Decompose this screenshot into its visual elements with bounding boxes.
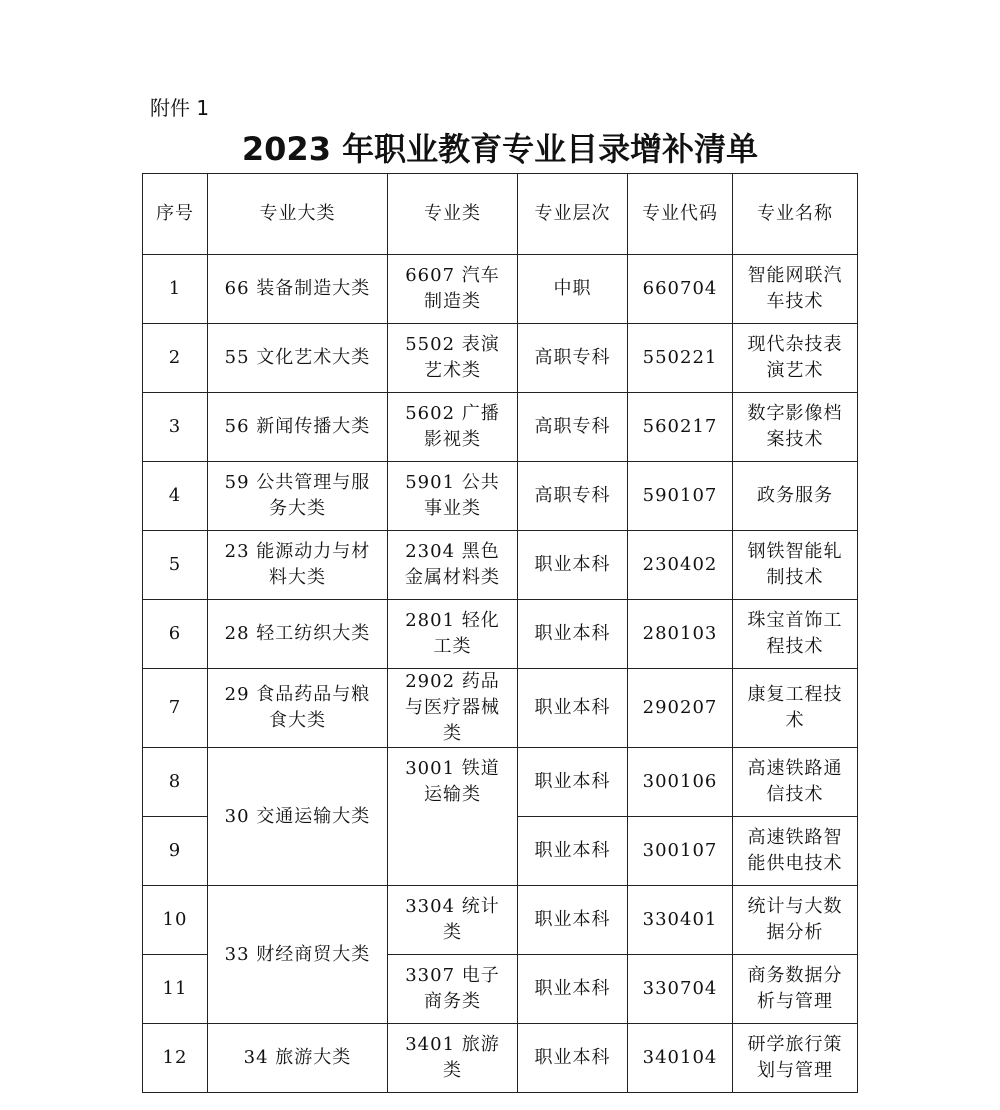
table-row (143, 600, 858, 669)
row-number: 11 (143, 955, 208, 1024)
table-row (143, 531, 858, 600)
header-cell: 序号 (143, 174, 208, 255)
major-name: 智能网联汽车技术 (733, 255, 858, 324)
major-table (142, 173, 858, 1093)
major-category: 55 文化艺术大类 (208, 324, 388, 393)
major-category: 29 食品药品与粮食大类 (208, 669, 388, 748)
major-name: 商务数据分析与管理 (733, 955, 858, 1024)
major-code: 330401 (628, 886, 733, 955)
major-name: 数字影像档案技术 (733, 393, 858, 462)
major-code: 230402 (628, 531, 733, 600)
table-row (143, 324, 858, 393)
major-class: 6607 汽车制造类 (388, 255, 518, 324)
header-cell: 专业类 (388, 174, 518, 255)
major-class: 3304 统计类 (388, 886, 518, 955)
major-code: 590107 (628, 462, 733, 531)
major-name: 统计与大数据分析 (733, 886, 858, 955)
major-code: 300107 (628, 817, 733, 886)
table-row (143, 748, 858, 817)
major-category: 56 新闻传播大类 (208, 393, 388, 462)
major-code: 330704 (628, 955, 733, 1024)
major-class: 5502 表演艺术类 (388, 324, 518, 393)
major-class: 3001 铁道运输类 (388, 748, 518, 886)
major-code: 660704 (628, 255, 733, 324)
major-code: 290207 (628, 669, 733, 748)
header-cell: 专业名称 (733, 174, 858, 255)
attachment-label: 附件 1 (150, 96, 210, 120)
major-class: 5901 公共事业类 (388, 462, 518, 531)
major-class: 5602 广播影视类 (388, 393, 518, 462)
header-row (143, 174, 858, 255)
table-row (143, 393, 858, 462)
row-number: 8 (143, 748, 208, 817)
major-level: 职业本科 (518, 886, 628, 955)
table-row (143, 255, 858, 324)
major-code: 280103 (628, 600, 733, 669)
major-category: 28 轻工纺织大类 (208, 600, 388, 669)
major-name: 政务服务 (733, 462, 858, 531)
row-number: 5 (143, 531, 208, 600)
major-name: 现代杂技表演艺术 (733, 324, 858, 393)
major-class: 3401 旅游类 (388, 1024, 518, 1093)
major-name: 高速铁路通信技术 (733, 748, 858, 817)
table-row (143, 1024, 858, 1093)
major-level: 高职专科 (518, 462, 628, 531)
major-name: 珠宝首饰工程技术 (733, 600, 858, 669)
major-category: 23 能源动力与材料大类 (208, 531, 388, 600)
major-level: 高职专科 (518, 324, 628, 393)
table-row (143, 462, 858, 531)
row-number: 12 (143, 1024, 208, 1093)
page-title: 2023 年职业教育专业目录增补清单 (241, 130, 759, 168)
major-code: 560217 (628, 393, 733, 462)
row-number: 4 (143, 462, 208, 531)
major-level: 职业本科 (518, 600, 628, 669)
major-category: 34 旅游大类 (208, 1024, 388, 1093)
row-number: 3 (143, 393, 208, 462)
major-category: 30 交通运输大类 (208, 748, 388, 886)
major-code: 550221 (628, 324, 733, 393)
major-level: 高职专科 (518, 393, 628, 462)
row-number: 1 (143, 255, 208, 324)
major-class: 2304 黑色金属材料类 (388, 531, 518, 600)
major-level: 职业本科 (518, 669, 628, 748)
row-number: 9 (143, 817, 208, 886)
major-level: 职业本科 (518, 748, 628, 817)
major-level: 职业本科 (518, 531, 628, 600)
row-number: 10 (143, 886, 208, 955)
major-name: 高速铁路智能供电技术 (733, 817, 858, 886)
major-level: 职业本科 (518, 1024, 628, 1093)
major-level: 职业本科 (518, 955, 628, 1024)
major-level: 职业本科 (518, 817, 628, 886)
major-category: 33 财经商贸大类 (208, 886, 388, 1024)
major-name: 研学旅行策划与管理 (733, 1024, 858, 1093)
major-level: 中职 (518, 255, 628, 324)
row-number: 2 (143, 324, 208, 393)
table-row (143, 886, 858, 955)
major-class: 2801 轻化工类 (388, 600, 518, 669)
major-name: 钢铁智能轧制技术 (733, 531, 858, 600)
major-class: 2902 药品与医疗器械类 (388, 669, 518, 748)
table-row (143, 669, 858, 748)
row-number: 7 (143, 669, 208, 748)
major-name: 康复工程技术 (733, 669, 858, 748)
header-cell: 专业层次 (518, 174, 628, 255)
major-code: 340104 (628, 1024, 733, 1093)
major-category: 66 装备制造大类 (208, 255, 388, 324)
major-class: 3307 电子商务类 (388, 955, 518, 1024)
row-number: 6 (143, 600, 208, 669)
major-code: 300106 (628, 748, 733, 817)
header-cell: 专业代码 (628, 174, 733, 255)
header-cell: 专业大类 (208, 174, 388, 255)
major-category: 59 公共管理与服务大类 (208, 462, 388, 531)
